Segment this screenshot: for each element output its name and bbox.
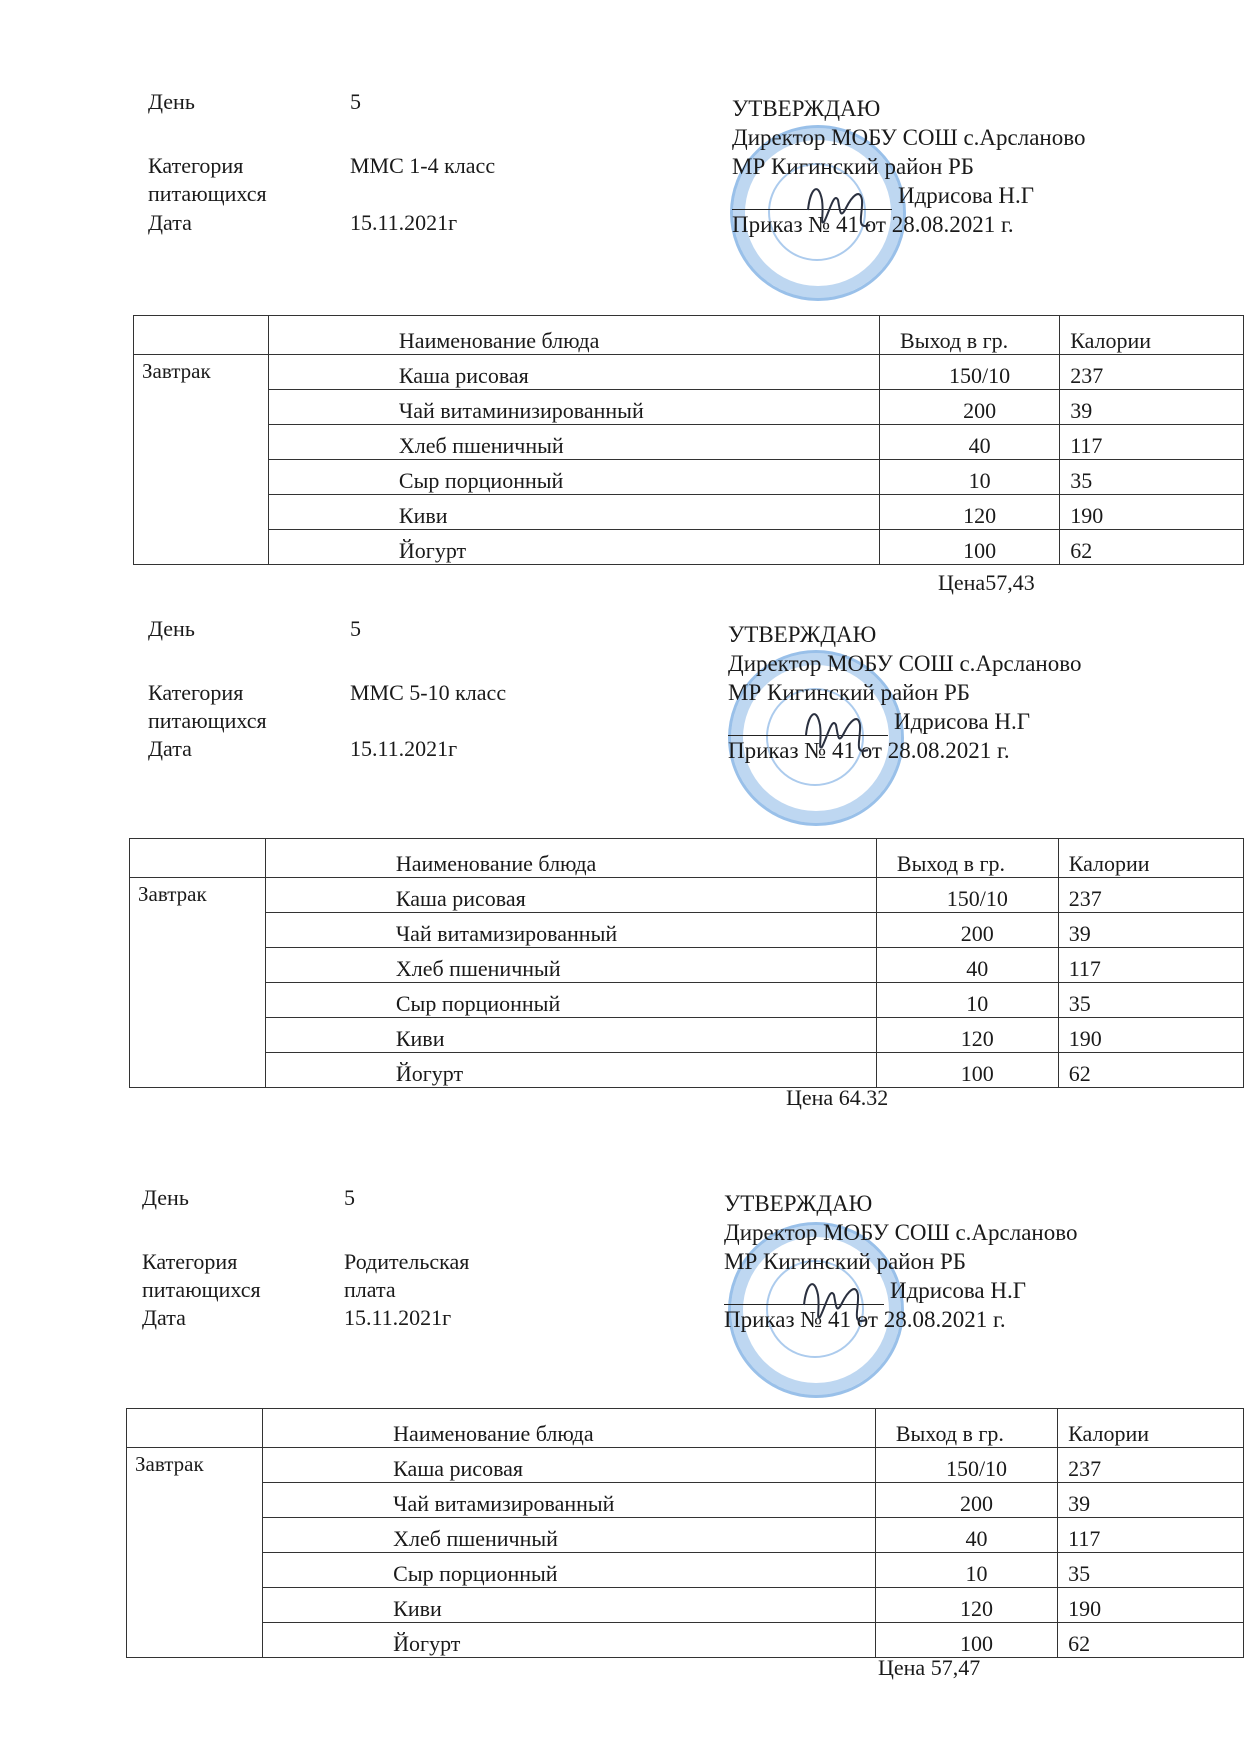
- calories-cell: 62: [1060, 530, 1244, 565]
- approval-signature-line: [728, 707, 1081, 736]
- yield-cell: 40: [876, 948, 1058, 983]
- calories-cell: 35: [1058, 1553, 1244, 1588]
- header-yield: Выход в гр.: [876, 839, 1058, 878]
- header-yield: Выход в гр.: [875, 1409, 1057, 1448]
- approval-director: Директор МОБУ СОШ с.Арсланово: [724, 1220, 1078, 1245]
- calories-cell: 237: [1058, 878, 1243, 913]
- category-value: ММС 5-10 класс: [350, 680, 507, 705]
- yield-cell: 200: [880, 390, 1060, 425]
- table-row: [127, 1518, 1244, 1553]
- calories-cell: 39: [1058, 1483, 1244, 1518]
- category-label-line2: питающихся: [148, 181, 267, 206]
- approval-name: Идрисова Н.Г: [898, 183, 1035, 208]
- category-label-line1: Категория: [142, 1249, 238, 1274]
- table-row: [130, 913, 1244, 948]
- table-row: [130, 1053, 1244, 1088]
- date-label: Дата: [142, 1305, 186, 1330]
- header-calories: Калории: [1058, 1409, 1244, 1448]
- dish-cell: Сыр порционный: [268, 460, 879, 495]
- table-row: [130, 948, 1244, 983]
- yield-cell: 100: [875, 1623, 1057, 1658]
- calories-cell: 117: [1058, 1518, 1244, 1553]
- yield-cell: 120: [876, 1018, 1058, 1053]
- category-value: ММС 1-4 класс: [350, 153, 496, 178]
- dish-cell: Сыр порционный: [263, 1553, 876, 1588]
- approval-block: [732, 94, 1085, 239]
- day-label: День: [148, 616, 195, 641]
- yield-cell: 10: [876, 983, 1058, 1018]
- header-calories: Калории: [1060, 316, 1244, 355]
- calories-cell: 237: [1060, 355, 1244, 390]
- header-dish: Наименование блюда: [265, 839, 876, 878]
- table-row: [134, 390, 1244, 425]
- approval-block: [728, 620, 1081, 765]
- calories-cell: 117: [1058, 948, 1243, 983]
- dish-cell: Хлеб пшеничный: [263, 1518, 876, 1553]
- table-row: [127, 1483, 1244, 1518]
- yield-cell: 100: [880, 530, 1060, 565]
- approval-signature-line: [724, 1276, 1077, 1305]
- approval-title: УТВЕРЖДАЮ: [728, 622, 877, 647]
- approval-block: [724, 1189, 1077, 1334]
- yield-cell: 100: [876, 1053, 1058, 1088]
- calories-cell: 190: [1060, 495, 1244, 530]
- date-value: 15.11.2021г: [344, 1305, 452, 1330]
- calories-cell: 190: [1058, 1018, 1243, 1053]
- approval-signature-line: [732, 181, 1085, 210]
- calories-cell: 117: [1060, 425, 1244, 460]
- approval-district: МР Кигинский район РБ: [724, 1249, 967, 1274]
- category-value-line2: плата: [344, 1277, 396, 1302]
- meal-name: Завтрак: [130, 878, 266, 1088]
- table-row: [127, 1588, 1244, 1623]
- table-row: [134, 530, 1244, 565]
- day-label: День: [148, 89, 195, 114]
- dish-cell: Йогурт: [265, 1053, 876, 1088]
- meal-name: Завтрак: [127, 1448, 263, 1658]
- header-dish: Наименование блюда: [263, 1409, 876, 1448]
- category-label-line1: Категория: [148, 680, 244, 705]
- dish-cell: Чай витаминизированный: [268, 390, 879, 425]
- header-empty-cell: [130, 839, 266, 878]
- table-row: [127, 1448, 1244, 1483]
- dish-cell: Чай витамизированный: [263, 1483, 876, 1518]
- calories-cell: 35: [1058, 983, 1243, 1018]
- yield-cell: 120: [880, 495, 1060, 530]
- calories-cell: 62: [1058, 1053, 1243, 1088]
- approval-director: Директор МОБУ СОШ с.Арсланово: [732, 125, 1086, 150]
- approval-name: Идрисова Н.Г: [894, 709, 1031, 734]
- approval-order: Приказ № 41 от 28.08.2021 г.: [728, 738, 1010, 763]
- signature-line: [732, 189, 892, 210]
- table-row: [134, 460, 1244, 495]
- yield-cell: 40: [880, 425, 1060, 460]
- dish-cell: Каша рисовая: [265, 878, 876, 913]
- dish-cell: Каша рисовая: [263, 1448, 876, 1483]
- day-value: 5: [344, 1185, 355, 1210]
- header-dish: Наименование блюда: [268, 316, 879, 355]
- category-value: Родительская: [344, 1249, 470, 1274]
- table-row: [127, 1553, 1244, 1588]
- dish-cell: Киви: [265, 1018, 876, 1053]
- yield-cell: 150/10: [876, 878, 1058, 913]
- calories-cell: 237: [1058, 1448, 1244, 1483]
- calories-cell: 35: [1060, 460, 1244, 495]
- dish-cell: Сыр порционный: [265, 983, 876, 1018]
- price-label: Цена 57,47: [878, 1655, 981, 1680]
- header-calories: Калории: [1058, 839, 1243, 878]
- dish-cell: Каша рисовая: [268, 355, 879, 390]
- category-label-line1: Категория: [148, 153, 244, 178]
- calories-cell: 39: [1060, 390, 1244, 425]
- signature-line: [728, 715, 888, 736]
- yield-cell: 10: [875, 1553, 1057, 1588]
- day-value: 5: [350, 616, 361, 641]
- dish-cell: Чай витамизированный: [265, 913, 876, 948]
- table-row: [134, 355, 1244, 390]
- table-row: [130, 983, 1244, 1018]
- yield-cell: 150/10: [875, 1448, 1057, 1483]
- category-label-line2: питающихся: [142, 1277, 261, 1302]
- table-header-row: [127, 1409, 1244, 1448]
- table-row: [134, 425, 1244, 460]
- approval-order: Приказ № 41 от 28.08.2021 г.: [732, 212, 1014, 237]
- yield-cell: 40: [875, 1518, 1057, 1553]
- date-label: Дата: [148, 210, 192, 235]
- approval-district: МР Кигинский район РБ: [728, 680, 971, 705]
- calories-cell: 39: [1058, 913, 1243, 948]
- category-label-line2: питающихся: [148, 708, 267, 733]
- price-label: Цена57,43: [938, 570, 1035, 595]
- menu-table: [133, 315, 1244, 565]
- approval-title: УТВЕРЖДАЮ: [724, 1191, 873, 1216]
- dish-cell: Киви: [263, 1588, 876, 1623]
- dish-cell: Хлеб пшеничный: [268, 425, 879, 460]
- header-yield: Выход в гр.: [880, 316, 1060, 355]
- yield-cell: 200: [876, 913, 1058, 948]
- calories-cell: 62: [1058, 1623, 1244, 1658]
- signature-line: [724, 1284, 884, 1305]
- table-row: [130, 1018, 1244, 1053]
- meal-name: Завтрак: [134, 355, 269, 565]
- dish-cell: Хлеб пшеничный: [265, 948, 876, 983]
- table-header-row: [134, 316, 1244, 355]
- approval-director: Директор МОБУ СОШ с.Арсланово: [728, 651, 1082, 676]
- approval-title: УТВЕРЖДАЮ: [732, 96, 881, 121]
- table-row: [127, 1623, 1244, 1658]
- calories-cell: 190: [1058, 1588, 1244, 1623]
- approval-order: Приказ № 41 от 28.08.2021 г.: [724, 1307, 1006, 1332]
- header-empty-cell: [127, 1409, 263, 1448]
- dish-cell: Йогурт: [268, 530, 879, 565]
- yield-cell: 10: [880, 460, 1060, 495]
- table-row: [134, 495, 1244, 530]
- yield-cell: 150/10: [880, 355, 1060, 390]
- menu-table: [126, 1408, 1244, 1658]
- yield-cell: 120: [875, 1588, 1057, 1623]
- menu-table: [129, 838, 1244, 1088]
- date-value: 15.11.2021г: [350, 736, 458, 761]
- price-label: Цена 64.32: [786, 1085, 889, 1110]
- table-row: [130, 878, 1244, 913]
- approval-district: МР Кигинский район РБ: [732, 154, 975, 179]
- date-value: 15.11.2021г: [350, 210, 458, 235]
- date-label: Дата: [148, 736, 192, 761]
- dish-cell: Йогурт: [263, 1623, 876, 1658]
- header-empty-cell: [134, 316, 269, 355]
- dish-cell: Киви: [268, 495, 879, 530]
- day-value: 5: [350, 89, 361, 114]
- yield-cell: 200: [875, 1483, 1057, 1518]
- table-header-row: [130, 839, 1244, 878]
- approval-name: Идрисова Н.Г: [890, 1278, 1027, 1303]
- day-label: День: [142, 1185, 189, 1210]
